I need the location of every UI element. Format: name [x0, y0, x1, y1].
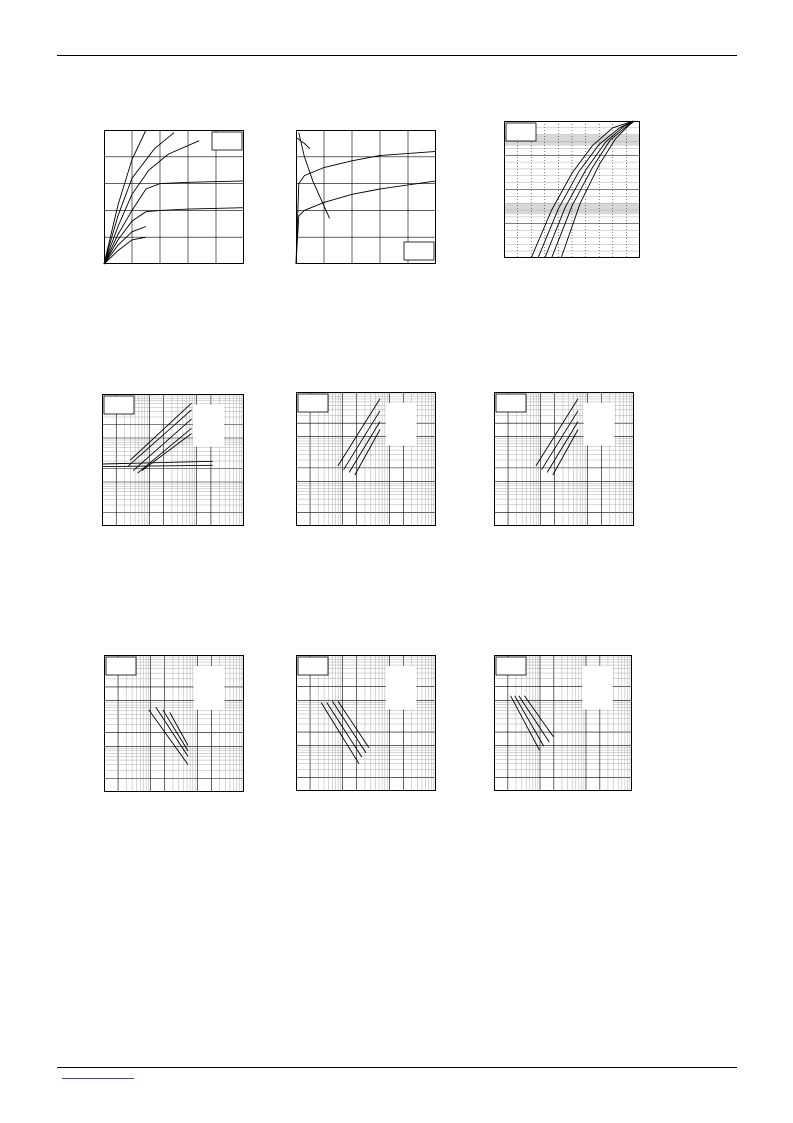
legend-box — [386, 403, 417, 446]
footer-link[interactable] — [62, 1078, 134, 1079]
series-line — [299, 133, 330, 219]
header-rule — [57, 55, 737, 56]
series-line — [553, 430, 578, 476]
footer-rule — [57, 1067, 737, 1068]
series-line — [332, 701, 366, 753]
series-line — [104, 181, 244, 264]
legend-tag — [106, 657, 136, 675]
chart-8 — [296, 655, 436, 791]
legend-tag — [496, 394, 526, 412]
series-line — [163, 710, 188, 751]
chart-1 — [104, 130, 244, 264]
series-line — [104, 208, 244, 264]
chart-6 — [494, 392, 634, 526]
legend-box — [582, 666, 612, 710]
series-line — [104, 133, 174, 264]
chart-7 — [104, 655, 244, 792]
chart-5 — [296, 392, 436, 526]
series-line — [355, 430, 380, 476]
chart-3 — [504, 121, 640, 258]
series-line — [102, 465, 213, 466]
legend-box — [584, 403, 615, 446]
chart-2 — [296, 130, 436, 264]
legend-tag — [298, 394, 328, 412]
legend-tag — [506, 123, 536, 141]
legend-tag — [496, 657, 526, 675]
series-line — [297, 138, 310, 149]
series-line — [511, 696, 540, 750]
legend-box — [194, 666, 225, 710]
legend-tag — [298, 657, 328, 675]
legend-box — [193, 405, 224, 447]
chart-4 — [102, 394, 244, 526]
series-line — [102, 461, 213, 464]
legend-tag — [212, 132, 242, 150]
legend-box — [386, 666, 417, 710]
legend-tag — [404, 242, 434, 260]
legend-tag — [104, 396, 134, 414]
chart-9 — [494, 655, 632, 791]
